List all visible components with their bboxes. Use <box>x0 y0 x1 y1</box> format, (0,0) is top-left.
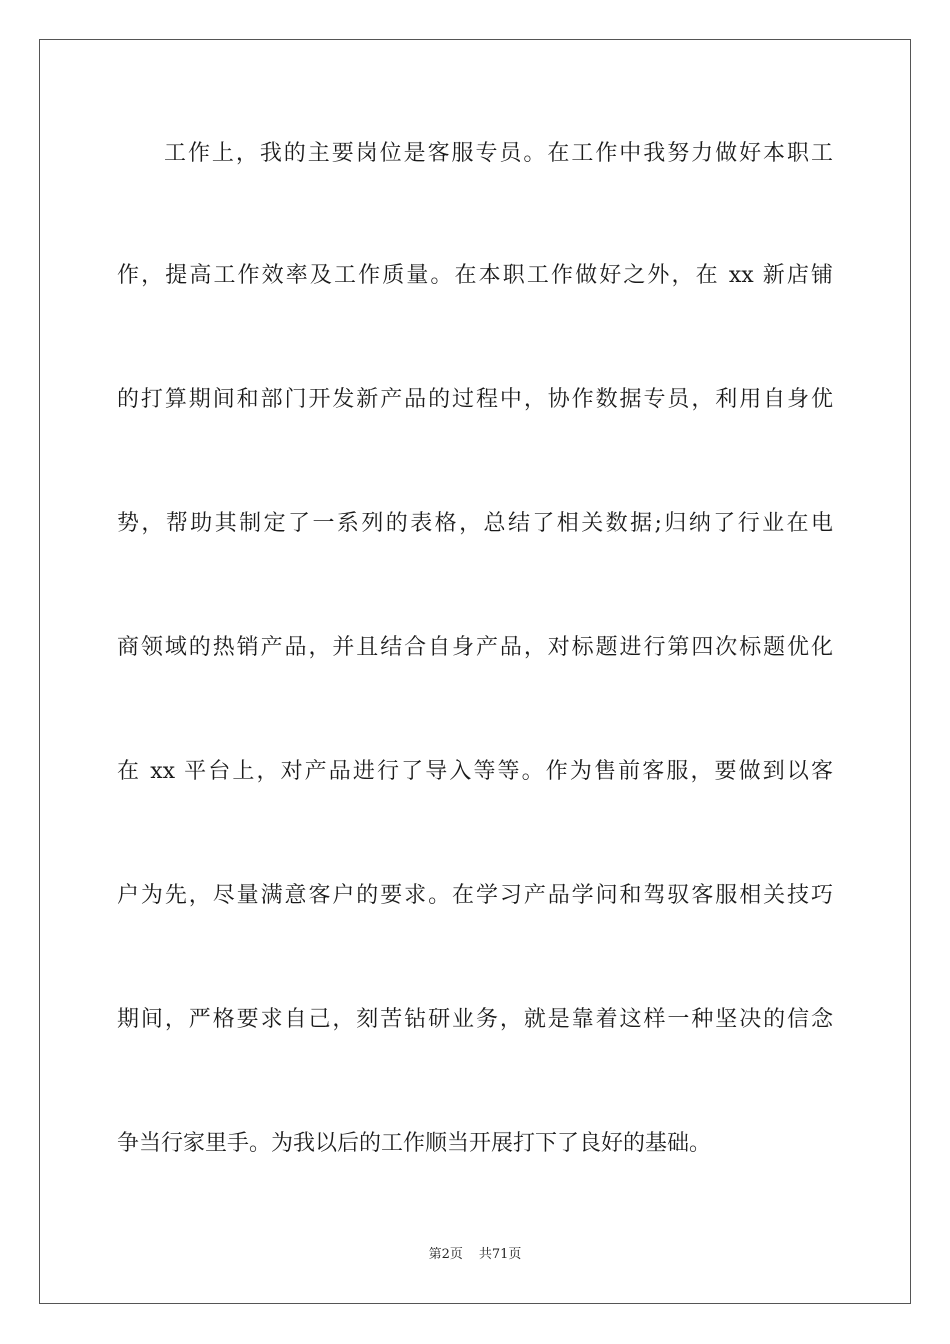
paragraph-line: 商领域的热销产品，并且结合自身产品，对标题进行第四次标题优化 <box>117 635 833 660</box>
page-footer <box>0 1246 950 1264</box>
paragraph-line: 争当行家里手。为我以后的工作顺当开展打下了良好的基础。 <box>117 1131 712 1156</box>
page-total: 共71页 <box>478 1247 522 1262</box>
page-number: 第2页 <box>428 1247 463 1262</box>
paragraph-line: 户为先，尽量满意客户的要求。在学习产品学问和驾驭客服相关技巧 <box>117 883 833 908</box>
paragraph-line: 工作上，我的主要岗位是客服专员。在工作中我努力做好本职工 <box>164 141 833 166</box>
paragraph-line: 在 xx 平台上，对产品进行了导入等等。作为售前客服，要做到以客 <box>117 759 833 784</box>
paragraph-line: 的打算期间和部门开发新产品的过程中，协作数据专员，利用自身优 <box>117 387 833 412</box>
paragraph-line: 作，提高工作效率及工作质量。在本职工作做好之外，在 xx 新店铺 <box>117 263 833 288</box>
paragraph-line: 期间，严格要求自己，刻苦钻研业务，就是靠着这样一种坚决的信念 <box>117 1007 833 1032</box>
paragraph-line: 势，帮助其制定了一系列的表格，总结了相关数据;归纳了行业在电 <box>117 511 833 536</box>
page-border <box>39 39 911 1304</box>
